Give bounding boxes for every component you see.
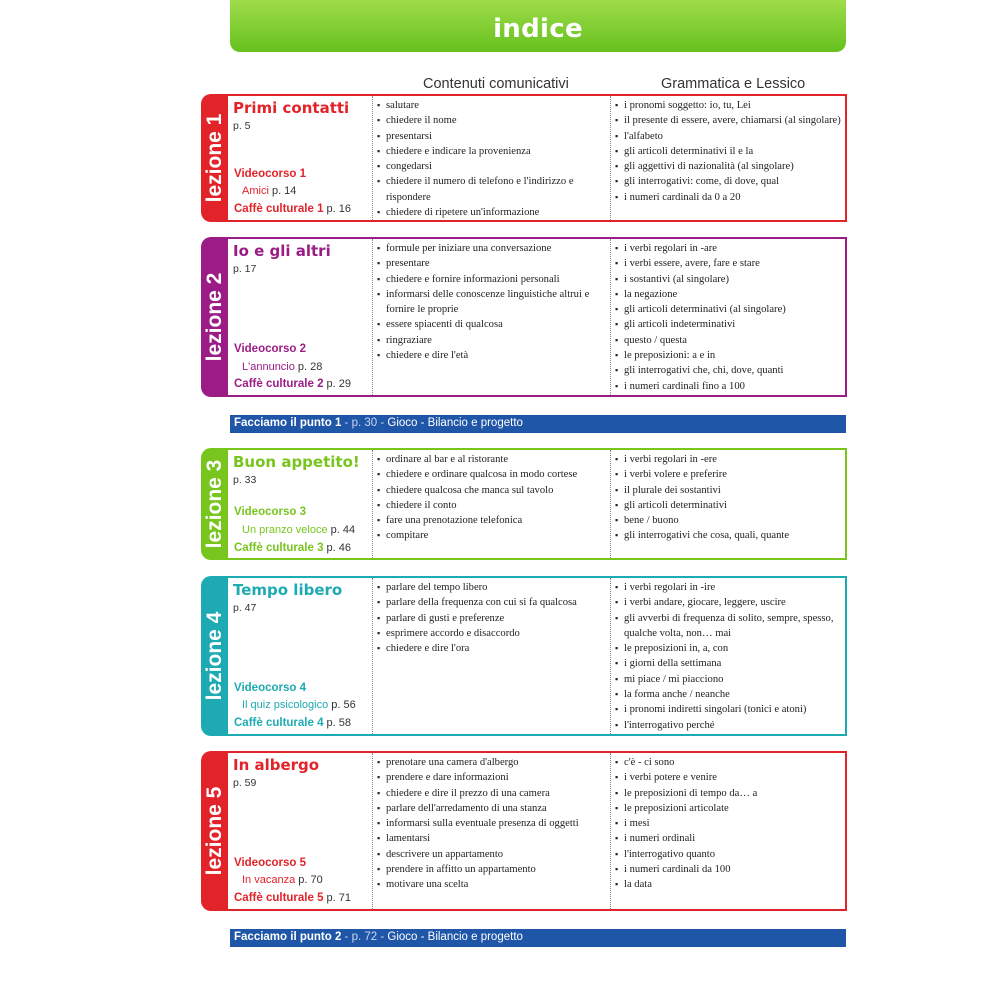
list-item: ▪ chiedere e dire il prezzo di una camera [377, 786, 605, 801]
list-item: ▪ salutare [377, 98, 605, 113]
caffe-culturale [234, 542, 351, 554]
grammatica-list [615, 98, 843, 205]
lesson-page: p. 5 [233, 120, 251, 132]
list-item: ▪ questo / questa [615, 333, 843, 348]
caffe-culturale [234, 203, 351, 215]
list-item: ▪ i verbi regolari in -are [615, 241, 843, 256]
grammatica-list [615, 580, 843, 733]
list-item: ▪ gli articoli determinativi il e la [615, 144, 843, 159]
caffe-page: p. 58 [323, 717, 352, 729]
list-item: ▪ presentare [377, 256, 605, 271]
lesson-box [228, 751, 847, 911]
list-item: ▪ gli interrogativi che, chi, dove, quanti [615, 363, 843, 378]
list-item: ▪ il presente di essere, avere, chiamarsi (al singolare) [615, 113, 843, 128]
caffe-page: p. 29 [323, 378, 352, 390]
bar-rest: Gioco - Bilancio e progetto [387, 931, 523, 943]
list-item: ▪ lamentarsi [377, 831, 605, 846]
videocorso-title [242, 699, 356, 711]
bar-label: Facciamo il punto 1 [234, 417, 342, 429]
bar-rest: Gioco - Bilancio e progetto [387, 417, 523, 429]
list-item: ▪ mi piace / mi piacciono [615, 672, 843, 687]
comunicativi-list [377, 755, 605, 893]
list-item: ▪ l'interrogativo perché [615, 718, 843, 733]
caffe-page: p. 71 [323, 892, 352, 904]
lesson-5 [201, 751, 847, 911]
list-item: ▪ i verbi andare, giocare, leggere, uscire [615, 595, 843, 610]
lesson-page: p. 33 [233, 474, 257, 486]
list-item: ▪ ordinare al bar e al ristorante [377, 452, 605, 467]
list-item: ▪ informarsi sulla eventuale presenza di oggetti [377, 816, 605, 831]
grammatica-list [615, 241, 843, 394]
lesson-tab-label: lezione 1 [202, 113, 226, 203]
lesson-title: In albergo [233, 756, 320, 774]
list-item: ▪ chiedere e dire l'ora [377, 641, 605, 656]
caffe-culturale [234, 378, 351, 390]
lesson-page: p. 47 [233, 602, 257, 614]
list-item: ▪ descrivere un appartamento [377, 847, 605, 862]
list-item: ▪ i verbi potere e venire [615, 770, 843, 785]
page-title: indice [493, 14, 583, 44]
videocorso-name: Amici [242, 185, 269, 197]
caffe-label: Caffè culturale 3 [234, 542, 324, 554]
videocorso-name: In vacanza [242, 874, 296, 886]
lesson-box [228, 576, 847, 736]
caffe-page: p. 46 [323, 542, 352, 554]
list-item: ▪ chiedere il nome [377, 113, 605, 128]
list-item: ▪ compitare [377, 528, 605, 543]
list-item: ▪ essere spiacenti di qualcosa [377, 317, 605, 332]
list-item: ▪ parlare del tempo libero [377, 580, 605, 595]
facciamo-il-punto-bar [230, 929, 846, 947]
grammatica-list [615, 452, 843, 544]
list-item: ▪ bene / buono [615, 513, 843, 528]
list-item: ▪ i sostantivi (al singolare) [615, 272, 843, 287]
list-item: ▪ il plurale dei sostantivi [615, 483, 843, 498]
list-item: ▪ parlare della frequenza con cui si fa qualcosa [377, 595, 605, 610]
list-item: ▪ parlare di gusti e preferenze [377, 611, 605, 626]
videocorso-name: L'annuncio [242, 361, 295, 373]
list-item: ▪ la negazione [615, 287, 843, 302]
lesson-4 [201, 576, 847, 736]
lesson-box [228, 94, 847, 222]
comunicativi-list [377, 580, 605, 656]
videocorso-title [242, 185, 296, 197]
list-item: ▪ chiedere e indicare la provenienza [377, 144, 605, 159]
list-item: ▪ gli articoli indeterminativi [615, 317, 843, 332]
list-item: ▪ chiedere qualcosa che manca sul tavolo [377, 483, 605, 498]
videocorso-title [242, 524, 355, 536]
lesson-tab [201, 576, 228, 736]
videocorso-page: p. 14 [268, 185, 297, 197]
videocorso-label: Videocorso 3 [234, 506, 307, 518]
bar-page: - p. 30 - [341, 417, 388, 429]
videocorso-title [242, 361, 322, 373]
lesson-1 [201, 94, 847, 222]
caffe-label: Caffè culturale 5 [234, 892, 324, 904]
caffe-page: p. 16 [323, 203, 352, 215]
list-item: ▪ c'è - ci sono [615, 755, 843, 770]
list-item: ▪ chiedere e ordinare qualcosa in modo cortese [377, 467, 605, 482]
list-item: ▪ congedarsi [377, 159, 605, 174]
list-item: ▪ gli interrogativi che cosa, quali, quante [615, 528, 843, 543]
column-header-grammatica: Grammatica e Lessico [661, 76, 806, 92]
list-item: ▪ la data [615, 877, 843, 892]
comunicativi-list [377, 241, 605, 363]
lesson-tab [201, 448, 228, 560]
bar-label: Facciamo il punto 2 [234, 931, 342, 943]
caffe-label: Caffè culturale 4 [234, 717, 324, 729]
lesson-tab [201, 237, 228, 397]
caffe-label: Caffè culturale 1 [234, 203, 324, 215]
facciamo-il-punto-bar [230, 415, 846, 433]
lesson-3 [201, 448, 847, 560]
list-item: ▪ prenotare una camera d'albergo [377, 755, 605, 770]
list-item: ▪ prendere e dare informazioni [377, 770, 605, 785]
list-item: ▪ i pronomi indiretti singolari (tonici e atoni) [615, 702, 843, 717]
bar-page: - p. 72 - [341, 931, 388, 943]
videocorso-label: Videocorso 2 [234, 343, 307, 355]
lesson-tab [201, 751, 228, 911]
list-item: ▪ informarsi delle conoscenze linguistiche altrui e fornire le proprie [377, 287, 605, 318]
list-item: ▪ i numeri cardinali da 100 [615, 862, 843, 877]
lesson-title: Primi contatti [233, 99, 350, 117]
videocorso-title [242, 874, 323, 886]
videocorso-page: p. 44 [327, 524, 356, 536]
videocorso-page: p. 70 [295, 874, 323, 886]
videocorso-label: Videocorso 1 [234, 168, 307, 180]
list-item: ▪ i numeri cardinali da 0 a 20 [615, 190, 843, 205]
list-item: ▪ gli articoli determinativi (al singolare) [615, 302, 843, 317]
videocorso-page: p. 28 [294, 361, 323, 373]
grammatica-list [615, 755, 843, 893]
list-item: ▪ i numeri ordinali [615, 831, 843, 846]
list-item: ▪ le preposizioni di tempo da… a [615, 786, 843, 801]
list-item: ▪ le preposizioni articolate [615, 801, 843, 816]
caffe-label: Caffè culturale 2 [234, 378, 324, 390]
lesson-tab [201, 94, 228, 222]
lesson-page: p. 59 [233, 777, 257, 789]
lesson-2 [201, 237, 847, 397]
list-item: ▪ chiedere e fornire informazioni personali [377, 272, 605, 287]
facciamo-il-punto-text [234, 417, 523, 429]
videocorso-label: Videocorso 4 [234, 682, 307, 694]
facciamo-il-punto-text [234, 931, 523, 943]
list-item: ▪ i verbi essere, avere, fare e stare [615, 256, 843, 271]
lesson-tab-label: lezione 3 [202, 459, 226, 549]
list-item: ▪ ringraziare [377, 333, 605, 348]
lesson-tab-label: lezione 5 [202, 786, 226, 876]
lesson-page: p. 17 [233, 263, 257, 275]
lesson-title: Io e gli altri [233, 242, 331, 260]
list-item: ▪ l'alfabeto [615, 129, 843, 144]
list-item: ▪ i mesi [615, 816, 843, 831]
list-item: ▪ parlare dell'arredamento di una stanza [377, 801, 605, 816]
caffe-culturale [234, 717, 351, 729]
list-item: ▪ presentarsi [377, 129, 605, 144]
list-item: ▪ i giorni della settimana [615, 656, 843, 671]
list-item: ▪ i pronomi soggetto: io, tu, Lei [615, 98, 843, 113]
list-item: ▪ chiedere di ripetere un'informazione [377, 205, 605, 220]
list-item: ▪ i verbi volere e preferire [615, 467, 843, 482]
lesson-box [228, 237, 847, 397]
list-item: ▪ le preposizioni in, a, con [615, 641, 843, 656]
videocorso-name: Il quiz psicologico [242, 699, 329, 711]
list-item: ▪ chiedere il numero di telefono e l'indirizzo e rispondere [377, 174, 605, 205]
list-item: ▪ chiedere il conto [377, 498, 605, 513]
list-item: ▪ la forma anche / neanche [615, 687, 843, 702]
caffe-culturale [234, 892, 351, 904]
list-item: ▪ formule per iniziare una conversazione [377, 241, 605, 256]
list-item: ▪ prendere in affitto un appartamento [377, 862, 605, 877]
index-header [230, 0, 846, 52]
lesson-tab-label: lezione 2 [202, 272, 226, 362]
lesson-tab-label: lezione 4 [202, 611, 226, 701]
list-item: ▪ gli interrogativi: come, di dove, qual [615, 174, 843, 189]
videocorso-name: Un pranzo veloce [242, 524, 328, 536]
list-item: ▪ gli avverbi di frequenza di solito, sempre, spesso, qualche volta, non… mai [615, 611, 843, 642]
lesson-box [228, 448, 847, 560]
list-item: ▪ fare una prenotazione telefonica [377, 513, 605, 528]
lesson-title: Tempo libero [233, 581, 343, 599]
list-item: ▪ esprimere accordo e disaccordo [377, 626, 605, 641]
list-item: ▪ chiedere e dire l'età [377, 348, 605, 363]
videocorso-label: Videocorso 5 [234, 857, 307, 869]
list-item: ▪ i verbi regolari in -ere [615, 452, 843, 467]
list-item: ▪ l'interrogativo quanto [615, 847, 843, 862]
list-item: ▪ motivare una scelta [377, 877, 605, 892]
list-item: ▪ i numeri cardinali fino a 100 [615, 379, 843, 394]
list-item: ▪ gli articoli determinativi [615, 498, 843, 513]
comunicativi-list [377, 98, 605, 220]
comunicativi-list [377, 452, 605, 544]
videocorso-page: p. 56 [328, 699, 356, 711]
list-item: ▪ i verbi regolari in -ire [615, 580, 843, 595]
list-item: ▪ gli aggettivi di nazionalità (al singolare) [615, 159, 843, 174]
lesson-title: Buon appetito! [233, 453, 360, 471]
list-item: ▪ le preposizioni: a e in [615, 348, 843, 363]
column-header-comunicativi: Contenuti comunicativi [423, 76, 569, 92]
